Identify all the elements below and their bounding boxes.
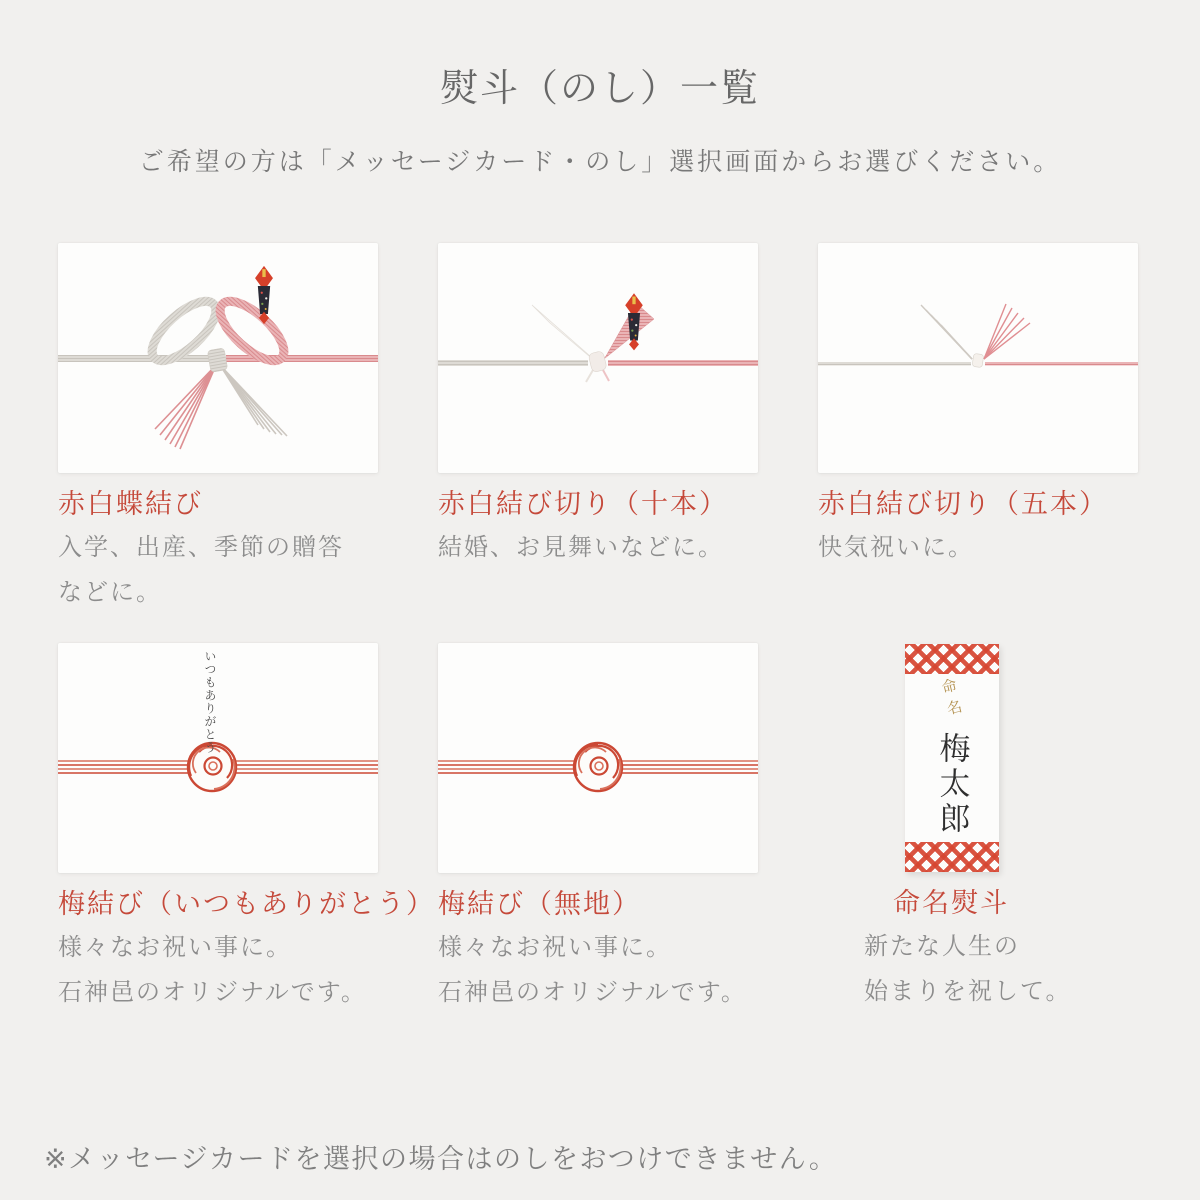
knot-cut-five-illustration — [818, 243, 1138, 473]
item-description-line: 石神邑のオリジナルです。 — [438, 979, 747, 1006]
item-description — [438, 925, 758, 1015]
item-description — [58, 525, 378, 615]
item-description — [438, 525, 758, 570]
noshi-image — [438, 243, 758, 473]
item-title: 梅結び（いつもありがとう） — [58, 889, 435, 919]
item-description-line: 入学、出産、季節の贈答 — [58, 534, 344, 561]
noshi-card-butterfly-knot — [58, 243, 378, 615]
item-description — [864, 924, 1138, 1014]
noshi-grid — [58, 243, 1138, 1015]
noshi-image — [818, 243, 1138, 473]
item-description-line: 快気祝いに。 — [818, 534, 974, 561]
plum-knot-illustration — [438, 643, 758, 873]
noshi-image — [58, 243, 378, 473]
lattice-band-top — [905, 644, 999, 674]
noshi-image — [58, 643, 378, 873]
naming-label — [905, 644, 999, 872]
page-subtitle: ご希望の方は「メッセージカード・のし」選択画面からお選びください。 — [138, 148, 1062, 176]
item-description-line: などに。 — [58, 579, 162, 606]
naming-name: 梅太郎 — [934, 732, 970, 837]
item-description — [818, 525, 1138, 570]
item-description-line: 様々なお祝い事に。 — [438, 934, 672, 961]
noshi-card-plum-knot-message — [58, 643, 435, 1015]
page-title: 熨斗（のし）一覧 — [439, 68, 760, 110]
item-description-line: 様々なお祝い事に。 — [58, 934, 292, 961]
footnote: ※メッセージカードを選択の場合はのしをおつけできません。 — [44, 1144, 838, 1174]
naming-heading: 命名 — [937, 676, 965, 724]
item-description-line: 石神邑のオリジナルです。 — [58, 979, 367, 1006]
naming-name-wrap — [905, 732, 999, 837]
noshi-card-naming — [818, 643, 1138, 1015]
noshi-card-knot-cut-five — [818, 243, 1138, 615]
item-description-line: 新たな人生の — [864, 933, 1020, 960]
butterfly-knot-illustration — [58, 243, 378, 473]
item-description-line: 結婚、お見舞いなどに。 — [438, 534, 724, 561]
item-title: 命名熨斗 — [893, 888, 1009, 918]
plum-knot-icon — [574, 743, 622, 791]
item-title: 赤白結び切り（十本） — [438, 489, 728, 519]
noshi-image — [438, 643, 758, 873]
item-description-line: 始まりを祝して。 — [864, 978, 1072, 1005]
knot-cut-ten-illustration — [438, 243, 758, 473]
item-title: 梅結び（無地） — [438, 889, 641, 919]
item-description — [58, 925, 378, 1015]
noshi-card-knot-cut-ten — [438, 243, 758, 615]
noshi-card-plum-knot-plain — [438, 643, 758, 1015]
lattice-band-bottom — [905, 842, 999, 872]
item-title: 赤白蝶結び — [58, 489, 203, 519]
item-title: 赤白結び切り（五本） — [818, 489, 1108, 519]
vertical-message-text: いつもありがとう — [203, 650, 217, 754]
